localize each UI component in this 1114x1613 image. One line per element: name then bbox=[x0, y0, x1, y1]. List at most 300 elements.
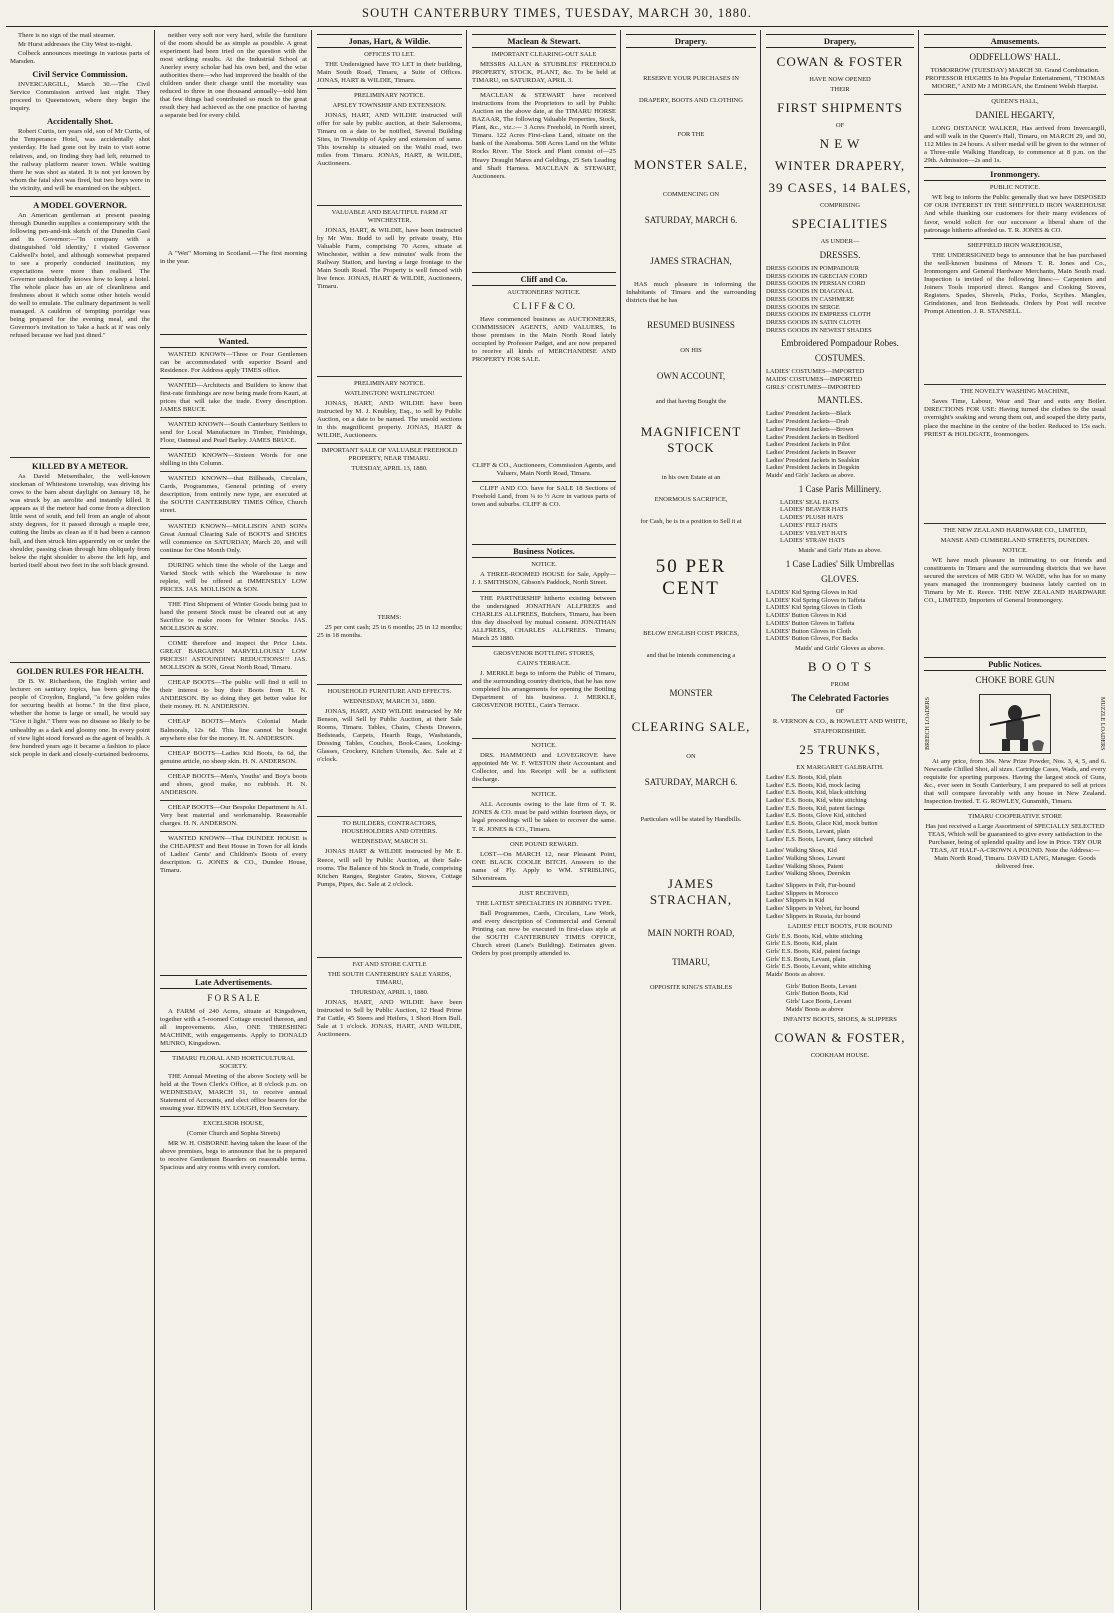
ad-paragraph: Has just received a Large Assortment of SPECIALLY SELECTED TEAS, Which will be guaranteed to give every satisfaction to the Purchaser, being of splendid quality and low in Price. TRY OUR TEAS, AT HALF-A-CROWN A POUND. Note the Address:— Main North Road, Timaru. DAVID LANG, Manager. Goods delivered free. bbox=[925, 822, 1105, 871]
auction-ad: JONAS, HART, AND WILDIE instructed by Mr Benson, will Sell by Public Auction, at their Sale Rooms, Timaru. Tables, Chairs, Chests Drawers, Bedsteads, Carpets, Hearth Rugs, Washstands, Dressing Tables, Couches, Book-Cases, Looking-Glasses, Crockery, Kitchen Utensils, &c. Sale at 2 o'clock. bbox=[317, 707, 462, 764]
ad-display-line: FIRST SHIPMENTS bbox=[777, 100, 903, 115]
ad-paragraph: WE beg to inform the Public generally that we have DISPOSED OF OUR INTEREST IN THE SHEFFIELD IRON WAREHOUSE And while thanking our customers for their many evidences of favor, would solicit for our successor a liberal share of the patronage hitherto afforded us. T. R. JONES & CO. bbox=[924, 194, 1106, 234]
divider bbox=[160, 675, 307, 676]
illegible-text-block bbox=[160, 122, 307, 251]
divider bbox=[317, 443, 462, 444]
business-ad: A THREE-ROOMED HOUSE for Sale, Apply— J. J. SMITHSON, Gibson's Paddock, North Street. bbox=[472, 571, 616, 587]
list-item: Ladies' E.S. Boots, Kid, white stitching bbox=[766, 797, 867, 805]
list-item: LADIES' COSTUMES—IMPORTED bbox=[766, 368, 865, 376]
auction-ad: JONAS HART & WILDIE instructed by Mr E. Reece, will sell by Public Auction, at their Sale-rooms. The Balance of his Stock in Trade, comprising Kitchen Ranges, Register Grates, Stoves, Cottage Pumps, Pipes, &c. Sale at 2 o'clock. bbox=[317, 848, 462, 888]
ad-paragraph: LONG DISTANCE WALKER, Has arrived from Invercargill, and will walk in the Queen's Hall, Timaru, on MARCH 29, and 30, 112 Miles in 24 hours. A silver medal will be given to the winner of a Three-mile Walking Handicap, to commence at 8 p.m. on the 29th. Admission—2s and 1s. bbox=[924, 125, 1106, 165]
ad-line: EX MARGARET GALBRAITH. bbox=[796, 763, 884, 771]
ad-title: IMPORTANT CLEARING-OUT SALE bbox=[491, 51, 597, 58]
business-ad: DRS. HAMMOND and LOVEGROVE have appointed Mr W. F. WESTON their Accountant and Collector, and his Receipt will be a sufficient discharge. bbox=[472, 752, 616, 784]
ad-line: AS UNDER— bbox=[820, 238, 860, 245]
business-ad: CLIFF AND CO. have for SALE 18 Sections of Freehold Land, from ¼ to ½ Acre in various parts of town and suburbs. CLIFF & CO. bbox=[472, 485, 616, 509]
ad-subtitle: MANSE AND CUMBERLAND STREETS, DUNEDIN. bbox=[940, 537, 1090, 545]
divider bbox=[160, 519, 307, 520]
ad-display-line: MAIN NORTH ROAD, bbox=[647, 928, 735, 939]
top-rule bbox=[6, 26, 1108, 27]
ad-display-line: WINTER DRAPERY, bbox=[774, 158, 906, 173]
gun-advert-illustration-row bbox=[924, 690, 1106, 758]
ad-display-line: OWN ACCOUNT, bbox=[656, 371, 726, 382]
list-item: Ladies' Slippers in Felt, Fur-bound bbox=[766, 882, 855, 890]
ad-title: TIMARU FLORAL AND HORTICULTURAL SOCIETY. bbox=[172, 1055, 295, 1071]
list-item: DRESS GOODS IN DIAGONAL bbox=[766, 288, 854, 296]
news-heading: Civil Service Commission. bbox=[32, 69, 128, 80]
side-label: MUZZLE LOADERS bbox=[1099, 696, 1105, 751]
ad-title: NOTICE. bbox=[531, 742, 557, 750]
classified-ad: COME therefore and inspect the Price Lists. GREAT BARGAINS! MARVELLOUSLY LOW PRICES!! ASTOUNDING REDUCTIONS!!! JAS. MOLLISON & SON, Great North Road, Timaru. bbox=[160, 640, 307, 672]
ad-paragraph: HAS much pleasure in informing the Inhabitants of Timaru and the surrounding districts that he has bbox=[626, 281, 756, 305]
classified-ad: THE First Shipment of Winter Goods being just to hand the present Stock must be cleared out at any Sacrifice to make room for Winter Stocks. JAS. MOLLISON & SON. bbox=[160, 600, 307, 633]
divider bbox=[10, 457, 150, 458]
ad-date: THURSDAY, APRIL 1, 1880. bbox=[350, 989, 429, 997]
ad-line: THEIR bbox=[830, 86, 850, 93]
news-paragraph: Dr B. W. Richardson, the English writer and lecturer on sanitary topics, has been giving the people of Croydon, England, "a few golden rules for securing health at home." In the first place, whether the home is large or small, he would say "Give it light." There was no disease so likely to be unhealthy as a dark and gloomy one. In every point of view light stood forward as the agent of health. A few hundred years ago it became a fashion to place sick people in dark and closely-curtained bedrooms. bbox=[10, 678, 150, 758]
ad-title: HOUSEHOLD FURNITURE AND EFFECTS. bbox=[327, 687, 452, 695]
list-item: DRESS GOODS IN NEWEST SHADES bbox=[766, 326, 872, 334]
news-paragraph: A "Wet" Morning in Scotland.—The first morning in the year. bbox=[160, 250, 307, 266]
ad-display-line: N E W bbox=[819, 136, 861, 151]
divider bbox=[160, 378, 307, 379]
ad-line: in his own Estate at an bbox=[661, 474, 721, 482]
news-paragraph: INVERCARGILL, March 30.—The Civil Service Commission arrived last night. They proceed to Queenstown, where they begin the inquiry. bbox=[10, 81, 150, 113]
auction-ad: JONAS, HART, AND WILDIE have been instructed to Sell by Public Auction, 12 Head Prime Fat Cattle, 45 Steers and Heifers, 1 Short Horn Bull. Sale at 1 o'clock. JONAS, HART, AND WILDIE, Auctioneers. bbox=[317, 999, 462, 1039]
illegible-text-block bbox=[10, 571, 150, 660]
list-item: Girls' E.S. Boots, Kid, white stitching bbox=[766, 932, 863, 940]
ad-line: HAVE NOW OPENED bbox=[809, 76, 871, 83]
illegible-text-block bbox=[10, 342, 150, 455]
list-item: Maids' and Girls' Jackets as above. bbox=[766, 472, 855, 480]
divider bbox=[160, 769, 307, 770]
column-jonas-hart-wildie bbox=[313, 30, 466, 1610]
ad-display-line: 25 TRUNKS, bbox=[799, 741, 881, 757]
masthead: SOUTH CANTERBURY TIMES, TUESDAY, MARCH 30, 1880. bbox=[361, 6, 753, 20]
ad-title: IMPORTANT SALE OF VALUABLE FREEHOLD PROPERTY, NEAR TIMARU. bbox=[321, 446, 458, 462]
classified-ad: A FARM of 240 Acres, situate at Kingsdown, together with a 5-roomed Cottage erected thereon, and all improvements. Also, ONE THRESHING MACHINE, with engagements. Apply to DONALD MUNRO, Kingsdown. bbox=[160, 1007, 307, 1047]
ad-line: BELOW ENGLISH COST PRICES, bbox=[643, 630, 739, 638]
ad-title: SHEFFIELD IRON WAREHOUSE, bbox=[967, 241, 1063, 249]
ad-subtitle: CAIN'S TERRACE. bbox=[517, 659, 571, 667]
ad-display-line: MAGNIFICENT STOCK bbox=[640, 424, 742, 456]
ad-line: OPPOSITE KING'S STABLES bbox=[649, 984, 733, 992]
ad-display-line: COWAN & FOSTER, bbox=[774, 1029, 906, 1045]
divider bbox=[160, 746, 307, 747]
list-item: Ladies' E.S. Boots, Kid, patent facings bbox=[766, 804, 865, 812]
news-paragraph: neither very soft nor very hard, while the furniture of the room should be as simple as possible. A great experiment had been tried on the question with the most striking results. At the Industrial School at Anerley every scholar had his own bed, and the wise authorities there—who had improved the health of the children under their charge until the mortality was reduced to three in one thousand annually—told him that few things had contributed so much to the great result they had achieved as the one practice of having a separate bed for every child. bbox=[160, 32, 307, 120]
ad-line: COMPRISING bbox=[819, 202, 861, 209]
ad-line: LADIES' FELT BOOTS, FUR BOUND bbox=[787, 922, 893, 930]
list-item: Girls' E.S. Boots, Levant, white stitching bbox=[766, 963, 871, 971]
list-item: Ladies' President Jackets in Pilot bbox=[766, 441, 850, 449]
divider bbox=[160, 471, 307, 472]
list-item: Ladies' President Jackets in Beaver bbox=[766, 448, 856, 456]
ad-line: OF bbox=[835, 707, 845, 715]
ad-paragraph: WE have much pleasure in intimating to our friends and constituents in Timaru and the surrounding districts that we have secured the services of MR GEO W. WADE, who has for so many years managed the ironmongery business lately carried on in Timaru by Mr E. Reece. THE NEW ZEALAND HARDWARE CO., LIMITED, Importers of General Ironmongery. bbox=[924, 557, 1106, 605]
ad-display-line: SATURDAY, MARCH 6. bbox=[644, 215, 738, 225]
section-heading: Maclean & Stewart. bbox=[472, 34, 616, 48]
classified-ad: DURING which time the whole of the Large and Varied Stock with which the Warehouse is now replete, will be offered at IMMENSELY LOW PRICES. JAS. MOLLISON & SON. bbox=[160, 561, 307, 593]
divider bbox=[160, 1116, 307, 1117]
list-item: DRESS GOODS IN POMPADOUR bbox=[766, 265, 859, 272]
divider bbox=[160, 448, 307, 449]
section-heading: Amusements. bbox=[924, 34, 1106, 48]
ad-display-line: CLEARING SALE, bbox=[631, 719, 751, 735]
list-item: Ladies' E.S. Boots, Kid, mock lacing bbox=[766, 781, 861, 789]
auction-ad: JONAS, HART, AND WILDIE instructed will offer for sale by public auction, at their Salerooms, Timaru on a date to be notified, Several Building Sites, in Township of Apsley and extension of same. This township is situated on the Waihi road, two miles from Timaru. JONAS, HART, & WILDIE, Auctioneers. bbox=[317, 112, 462, 168]
list-item: DRESS GOODS IN GRECIAN CORD bbox=[766, 272, 868, 280]
ad-title: NOTICE. bbox=[1002, 547, 1028, 555]
divider bbox=[317, 957, 462, 958]
ad-title: DANIEL HEGARTY, bbox=[975, 110, 1055, 121]
ad-line: DRAPERY, BOOTS AND CLOTHING bbox=[639, 97, 743, 104]
divider bbox=[160, 1051, 307, 1052]
news-heading: KILLED BY A METEOR. bbox=[31, 461, 129, 472]
ad-date: WEDNESDAY, MARCH 31, 1880. bbox=[343, 697, 436, 705]
list-item: Ladies' E.S. Boots, Glace Kid, mock button bbox=[766, 820, 878, 828]
ad-title: F O R S A L E bbox=[207, 992, 260, 1003]
section-heading: Public Notices. bbox=[924, 657, 1106, 671]
auction-ad: THE Undersigned have TO LET in their building, Main South Road, Timaru, a Suite of Offices. JONAS, HART & WILDIE, Timaru. bbox=[317, 61, 462, 85]
ad-display-line: SATURDAY, MARCH 6. bbox=[644, 777, 738, 788]
list-item: Girls' E.S. Boots, Levant, plain bbox=[766, 955, 846, 963]
classified-ad: CHEAP BOOTS—Men's Colonial Made Balmorals, 12s 6d. This line cannot be bought anywhere else for the money. H. N. ANDERSON. bbox=[160, 718, 307, 742]
news-paragraph: There is no sign of the mail steamer. bbox=[18, 32, 116, 39]
ad-line: FOR THE bbox=[677, 131, 705, 138]
ad-display-line: 50 PER CENT bbox=[655, 556, 727, 600]
ad-display-line: MANTLES. bbox=[817, 395, 863, 406]
section-heading: Business Notices. bbox=[472, 544, 616, 558]
list-item: DRESS GOODS IN CASHMERE bbox=[766, 295, 855, 303]
ad-subtitle: THE SOUTH CANTERBURY SALE YARDS, TIMARU, bbox=[327, 971, 452, 987]
ad-title: WATLINGTON! WATLINGTON! bbox=[344, 389, 435, 397]
list-item: LADIES' Kid Spring Gloves in Cloth bbox=[766, 604, 862, 612]
ad-title: TO BUILDERS, CONTRACTORS, HOUSEHOLDERS AND OTHERS. bbox=[341, 820, 438, 836]
ad-title: JUST RECEIVED, bbox=[518, 889, 570, 897]
list-item: Ladies' Walking Shoes, Levant bbox=[766, 854, 845, 862]
ad-title: EXCELSIOR HOUSE, bbox=[203, 1120, 264, 1128]
ad-line: and that he intends commencing a bbox=[646, 652, 736, 660]
auction-ad: MESSRS ALLAN & STUBBLES' FREEHOLD PROPERTY, STOCK, PLANT, &c. To be held at TIMARU, on SATURDAY, APRIL 3. bbox=[472, 61, 616, 85]
ad-title: PRELIMINARY NOTICE. bbox=[354, 92, 425, 100]
illegible-text-block bbox=[160, 876, 307, 973]
divider bbox=[924, 94, 1106, 95]
news-heading: Accidentally Shot. bbox=[46, 116, 114, 127]
ad-paragraph: Saves Time, Labour, Wear and Tear and suits any Boiler. DIRECTIONS FOR USE: Having turned the clothes to the usual overnight's soaking and wrung them out, and soaped the dirty parts, place the machine in the centre of the boiler. Reduced to 15s each. PRIEST & HOLDGATE, Ironmongers. bbox=[924, 398, 1106, 438]
ad-subtitle: THE LATEST SPECIALTIES IN JOBBING TYPE. bbox=[476, 899, 612, 907]
list-item: Ladies' President Jackets—Black bbox=[766, 410, 851, 418]
ad-title: VALUABLE AND BEAUTIFUL FARM AT WINCHESTER. bbox=[331, 208, 448, 224]
classified-ad: WANTED—Architects and Builders to know that first-rate finishings are now being made from Kauri, at prices that will take the trade. Every description. JAMES BRUCE. bbox=[160, 381, 307, 414]
list-item: Ladies' President Jackets—Drab bbox=[766, 418, 849, 426]
auction-ad: JONAS, HART, AND WILDIE have been instructed by M. J. Knubley, Esq., to sell by Public Auction, on a date to be named. The unsold sections in this magnificent property. JONAS, HART & WILDIE, Auctioneers. bbox=[317, 399, 462, 439]
column-maclean-stewart bbox=[468, 30, 620, 1610]
slippers-list bbox=[766, 882, 914, 921]
ad-line: R. VERNON & CO., & HOWLETT AND WHITE, bbox=[772, 717, 908, 725]
ad-line: COMMENCING ON bbox=[662, 191, 720, 198]
column-wanted bbox=[156, 30, 311, 1610]
divider bbox=[924, 523, 1106, 524]
news-paragraph: Mr Hurst addresses the City West to-night. bbox=[18, 41, 133, 49]
news-heading: A MODEL GOVERNOR. bbox=[33, 199, 127, 210]
section-heading: Ironmongery. bbox=[924, 167, 1106, 181]
news-paragraph: As David Meisenthaler, the well-known stockman of Whitestone township, was driving his cows to the barn about daylight on January 18, he was struck by an aerolite and instantly killed. It appears as if the meteor had come from a direction little west of south, and fell from an angle of about sixty degrees, for it passed through a maple tree, cutting the limbs as clean as if it had been a cannon ball, and then struck him apparently on or under the shoulder, passing clean through him obliquely from below the right shoulder to above the left hip, and buried itself about two feet in the soft black ground. bbox=[10, 473, 150, 569]
mantles-list bbox=[766, 410, 914, 479]
illegible-text-block bbox=[924, 606, 1106, 654]
classified-ad: CHEAP BOOTS—Ladies Kid Boots, 6s 6d, the genuine article, no sheep skin. H. N. ANDERSON. bbox=[160, 749, 307, 765]
dress-goods-list bbox=[766, 265, 914, 334]
ad-display-line: DRESSES. bbox=[819, 250, 861, 260]
news-paragraph: Colbeck announces meetings in various parts of Marsden. bbox=[10, 50, 150, 66]
classified-ad: WANTED KNOWN—Sixteen Words for one shilling in this Column. bbox=[160, 452, 307, 468]
list-item: Ladies' E.S. Boots, Levant, fancy stitched bbox=[766, 835, 873, 843]
illegible-text-block bbox=[924, 440, 1106, 520]
ad-date: TUESDAY, APRIL 13, 1880. bbox=[351, 464, 428, 472]
ad-title: THE NOVELTY WASHING MACHINE, bbox=[960, 388, 1070, 396]
ad-title: CHOKE BORE GUN bbox=[975, 674, 1055, 685]
firm-name: C L I F F & C O. bbox=[513, 301, 575, 312]
classified-ad: WANTED KNOWN—That DUNDEE HOUSE is the CHEAPEST and Best House in Town for all kinds of Ladies' Gents' and Children's Boots of every description. G. JONES & CO., Dundee House, Timaru. bbox=[160, 834, 307, 875]
shoes-list bbox=[766, 847, 914, 878]
list-item: LADIES' Kid Spring Gloves in Taffeta bbox=[766, 596, 866, 604]
classified-ad: CHEAP BOOTS—Men's, Youths' and Boy's boots and shoes, good make, no rubbish. H. N. ANDERSON. bbox=[160, 772, 307, 796]
classified-ad: WANTED KNOWN—South Canterbury Settlers to send for Local Manufacture in Timber, Finishings, Floor, Oatmeal and Pearl Barley. JAMES BRUCE. bbox=[160, 421, 307, 445]
list-item: DRESS GOODS IN SATIN CLOTH bbox=[766, 318, 861, 326]
list-item: Ladies' Slippers in Velvet, fur bound bbox=[766, 905, 860, 913]
hats-list bbox=[766, 499, 914, 545]
illegible-text-block bbox=[317, 641, 462, 681]
list-item: Ladies' President Jackets in Dogskin bbox=[766, 464, 860, 472]
list-item: LADIES' STRAW HATS bbox=[780, 537, 845, 545]
divider bbox=[317, 88, 462, 89]
divider bbox=[472, 837, 616, 838]
ad-line: ON HIS bbox=[680, 347, 702, 355]
ad-display-line: 1 Case Ladies' Silk Umbrellas bbox=[785, 558, 895, 569]
firm-signature: CLIFF & CO., Auctioneers, Commission Agents, and Valuers, Main North Road, Timaru. bbox=[472, 462, 616, 478]
classified-ad: WANTED KNOWN—Three or Four Gentlemen can be accommodated with superior Board and Residence. For Address apply TIMES office. bbox=[160, 350, 307, 374]
ad-display-line: B O O T S bbox=[807, 658, 873, 674]
illegible-text-block bbox=[317, 890, 462, 954]
list-item: Girls' Button Boots, Levant bbox=[786, 982, 857, 990]
ad-title: THE NEW ZEALAND HARDWARE CO., LIMITED, bbox=[943, 527, 1087, 535]
auction-ad: 25 per cent cash; 25 in 6 months; 25 in 12 months; 25 in 18 months. bbox=[317, 623, 462, 639]
ad-title: APSLEY TOWNSHIP AND EXTENSION. bbox=[332, 102, 447, 110]
divider bbox=[317, 816, 462, 817]
illegible-text-block bbox=[317, 292, 462, 372]
ad-display-line: The Celebrated Factories bbox=[791, 692, 889, 703]
list-item: Ladies' E.S. Boots, Levant, plain bbox=[766, 827, 850, 835]
ad-display-line: JAMES STRACHAN, bbox=[649, 876, 733, 908]
divider bbox=[160, 714, 307, 715]
side-label: BREECH LOADERS bbox=[925, 697, 931, 751]
divider bbox=[10, 662, 150, 663]
ad-display-line: SPECIALITIES bbox=[791, 216, 889, 231]
girls-boots-list bbox=[766, 933, 914, 979]
illegible-text-block bbox=[924, 317, 1106, 381]
ad-display-line: MONSTER SALE, bbox=[633, 157, 749, 172]
ad-line: FROM bbox=[830, 680, 850, 688]
divider bbox=[472, 88, 616, 89]
divider bbox=[160, 417, 307, 418]
ad-line: COOKHAM HOUSE. bbox=[810, 1051, 870, 1059]
column-drapery-cowan-foster bbox=[762, 30, 918, 1610]
illegible-text-block bbox=[317, 475, 462, 612]
ad-display-line: 1 Case Paris Millinery. bbox=[798, 483, 882, 494]
illegible-text-block bbox=[472, 365, 616, 462]
list-item: Girls' E.S. Boots, Kid, patent facings bbox=[766, 947, 861, 955]
illegible-text-block bbox=[317, 765, 462, 813]
ad-line: RESERVE YOUR PURCHASES IN bbox=[643, 75, 739, 82]
classified-ad: CHEAP BOOTS—The public will find it still to their interest to buy their Boots from H. N. ANDERSON. By so doing they get better value for their money. H. N. ANDERSON. bbox=[160, 679, 307, 711]
ad-display-line: COWAN & FOSTER bbox=[776, 54, 904, 69]
ad-title: AUCTIONEERS' NOTICE. bbox=[507, 289, 581, 297]
list-item: LADIES' PLUSH HATS bbox=[780, 514, 844, 522]
list-item: LADIES' VELVET HATS bbox=[780, 529, 848, 537]
illegible-text-block bbox=[472, 182, 616, 271]
ad-display-line: JAMES STRACHAN, bbox=[650, 256, 732, 266]
list-item: DRESS GOODS IN PERSIAN CORD bbox=[766, 280, 866, 288]
ad-display-line: MONSTER bbox=[669, 688, 713, 699]
column-drapery-strachan bbox=[622, 30, 760, 1610]
list-item: LADIES' Button Gloves, For Backs bbox=[766, 635, 858, 643]
ad-date: WEDNESDAY, MARCH 31. bbox=[351, 838, 428, 846]
ad-line: INFANTS' BOOTS, SHOES, & SLIPPERS bbox=[783, 1015, 897, 1023]
ad-title: TIMARU COOPERATIVE STORE bbox=[968, 812, 1062, 820]
ad-display-line: 39 CASES, 14 BALES, bbox=[768, 180, 912, 195]
list-item: Ladies' Walking Shoes, Deerskin bbox=[766, 870, 851, 878]
ad-line: ON bbox=[686, 753, 696, 761]
list-item: Ladies' Slippers in Kid bbox=[766, 897, 825, 905]
list-item: Maids' Boots as above. bbox=[766, 971, 826, 979]
list-item: Girls' Button Boots, Kid bbox=[786, 990, 849, 998]
business-ad: THE PARTNERSHIP hitherto existing between the undersigned JONATHAN ALLFREES and CHARLES ALLFREES, Butchers, Timaru, has been this day dissolved by mutual consent. JONATHAN ALLFREES, CHARLES ALLFREES. Timaru, March 25 1880. bbox=[472, 594, 616, 642]
list-item: LADIES' SEAL HATS bbox=[780, 498, 839, 506]
divider bbox=[317, 205, 462, 206]
list-item: Girls' Lace Boots, Levant bbox=[786, 998, 852, 1006]
ad-line: Maids' and Girls' Gloves as above. bbox=[794, 644, 886, 652]
list-item: LADIES' Kid Spring Gloves in Kid bbox=[766, 588, 858, 596]
divider bbox=[472, 787, 616, 788]
list-item: Ladies' E.S. Boots, Kid, plain bbox=[766, 773, 842, 781]
divider bbox=[924, 809, 1106, 810]
list-item: MAIDS' COSTUMES—IMPORTED bbox=[766, 376, 863, 384]
divider bbox=[472, 886, 616, 887]
classified-ad: THE Annual Meeting of the above Society will be held at the Town Clerk's Office, at 8 o'clock p.m. on WEDNESDAY, MARCH 31, to receive annual Statement of Accounts, and elect office bearers for the ensuing year. EDWIN HY. LOUGH, Hon Secretary. bbox=[160, 1073, 307, 1113]
section-heading: Wanted. bbox=[160, 334, 307, 348]
divider bbox=[160, 636, 307, 637]
business-ad: J. MERKLE begs to inform the Public of Timaru, and the surrounding country districts, that he has now completed his arrangements for opening the Bottling Department of his business. J. MERKLE, GROSVENOR HOTEL, Cain's Terrace. bbox=[472, 669, 616, 709]
section-heading: Drapery. bbox=[626, 34, 756, 48]
news-paragraph: Robert Curtis, ten years old, son of Mr Curtis, of the Temperance Hotel, was accidentally shot yesterday. He had gone out by train to visit some relatives, and, on finding they had left, returned to the railway platform nearer town. While waiting there he was shot as stated. It is not yet known by whom the fatal shot was fired, but two boys were in the vicinity, and will be examined on the subject. bbox=[10, 128, 150, 192]
gloves-list bbox=[766, 589, 914, 643]
business-ad: LOST—On MARCH 12, near Pleasant Point, ONE BLACK COOLIE BITCH. Answers to the name of Fly. Apply to WM. STRIBLING, Silverstream. bbox=[472, 850, 616, 882]
ad-title: QUEEN'S HALL, bbox=[991, 98, 1039, 106]
ad-line: Particulars will be stated by Handbills. bbox=[640, 816, 742, 824]
classified-ad: WANTED KNOWN—that Billheads, Circulars, Cards, Programmes, General printing of every description, from entirely new type, are executed at the SOUTH CANTERBURY TIMES Office, Church street. bbox=[160, 475, 307, 515]
list-item: DRESS GOODS IN EMPRESS CLOTH bbox=[766, 311, 871, 319]
divider bbox=[10, 196, 150, 197]
ad-title: GROSVENOR BOTTLING STORES, bbox=[493, 649, 595, 657]
business-ad: ALL Accounts owing to the late firm of T. R. JONES & CO. must be paid within fourteen days, or legal proceedings will be taken to recover the same. T. R. JONES & CO., Timaru. bbox=[472, 801, 616, 833]
divider bbox=[472, 646, 616, 647]
divider bbox=[160, 597, 307, 598]
illegible-text-block bbox=[160, 267, 307, 331]
ad-paragraph: THE UNDERSIGNED begs to announce that he has purchased the well-known business of Messrs T. R. Jones and Co., Ironmongers and General Hardware Merchants, Main South road. Inspection is invited of the following lines:— Carpenters and Joiners Tools imported direct. Ranges and Cooking Stoves, Registers. Spades, Shovels, Picks, Forks, Scythes. Mangles, Grindstones, and Iron Bedsteads. Orders by Post will receive Prompt Attention. J. R. STANSELL. bbox=[924, 251, 1106, 315]
section-heading: Drapery, bbox=[766, 34, 914, 48]
classified-ad: CHEAP BOOTS—Our Bespoke Department is A1. Very best material and workmanship. Reasonable charges. H. N. ANDERSON. bbox=[160, 803, 307, 827]
divider bbox=[472, 591, 616, 592]
illegible-text-block bbox=[472, 510, 616, 542]
ad-title: PRELIMINARY NOTICE. bbox=[354, 379, 425, 387]
ad-paragraph: TOMORROW (TUESDAY) MARCH 30. Grand Combination. PROFESSOR HUGHES In his Popular Entertainment, "THOMAS MOORE," AND Mr J MORGAN, the Eminent Welsh Harpist. bbox=[925, 67, 1105, 91]
list-item: Ladies' Slippers in Russia, fur bound bbox=[766, 912, 861, 920]
list-item: Ladies' E.S. Boots, Glove Kid, stitched bbox=[766, 812, 867, 820]
auction-ad: JONAS, HART, & WILDIE, have been instructed by Mr Wm. Budd to sell by private treaty, His Valuable Farm, comprising 70 Acres, situate at Winchester, within a few minutes' walk from the Railway Station, and having a large frontage to the Main South Road. The Property is well fenced with live fence. JONAS, HART & WILDIE, Auctioneers, Timaru. bbox=[317, 226, 462, 290]
section-heading: Jonas, Hart, & Wildie. bbox=[317, 34, 462, 48]
column-news bbox=[6, 30, 154, 1610]
divider bbox=[924, 238, 1106, 239]
ad-title: OFFICES TO LET. bbox=[364, 51, 415, 58]
ad-display-line: TIMARU, bbox=[672, 957, 710, 968]
divider bbox=[472, 738, 616, 739]
business-ad: Ball Programmes, Cards, Circulars, Law Work, and every description of Commercial and General Printing can now be executed in first-class style at the SOUTH CANTERBURY TIMES OFFICE, Church street (Lane's Building). Estimates given. Orders by post promptly attended to. bbox=[472, 909, 616, 957]
section-heading: Late Advertisements. bbox=[160, 975, 307, 989]
list-item: Ladies' Walking Shoes, Kid bbox=[766, 847, 837, 855]
list-item: Ladies' President Jackets in Sealskin bbox=[766, 456, 860, 464]
list-item: GIRLS' COSTUMES—IMPORTED bbox=[766, 383, 860, 391]
list-item: Maids' Boots as above bbox=[786, 1005, 844, 1013]
ad-title: NOTICE. bbox=[531, 791, 557, 799]
list-item: Ladies' E.S. Boots, Kid, black stitching bbox=[766, 789, 867, 797]
list-item: Ladies' Walking Shoes, Patent bbox=[766, 862, 844, 870]
illegible-text-block bbox=[317, 169, 462, 201]
ad-line: Maids' and Girls' Hats as above. bbox=[798, 546, 882, 554]
ad-display-line: COSTUMES. bbox=[814, 353, 866, 364]
illegible-text-block bbox=[472, 711, 616, 735]
classified-ad: WANTED KNOWN—MOLLISON AND SON's Great Annual Clearing Sale of BOOTS and SHOES will commence on SATURDAY, March 20, and will continue for One Month Only. bbox=[160, 522, 307, 554]
business-ad: Have commenced business as AUCTIONEERS, COMMISSION AGENTS, AND VALUERS, In those premises in the Main North Road lately occupied by Professor Padget, and are now prepared to receive all kinds of MERCHANDISE AND PROPERTY FOR SALE. bbox=[472, 316, 616, 364]
divider bbox=[472, 481, 616, 482]
column-amusements-ironmongery bbox=[920, 30, 1110, 1610]
list-item: Ladies' President Jackets—Brown bbox=[766, 425, 854, 433]
ad-title: PUBLIC NOTICE. bbox=[989, 184, 1041, 192]
divider bbox=[160, 831, 307, 832]
divider bbox=[317, 376, 462, 377]
divider bbox=[317, 684, 462, 685]
list-item: Girls' E.S. Boots, Kid, plain bbox=[766, 940, 838, 948]
classified-ad: MR W. H. OSBORNE having taken the lease of the above premises, begs to announce that he is prepared to receive Gentlemen Boarders on reasonable terms. Spacious and airy rooms with every comfort. bbox=[160, 1140, 307, 1172]
divider bbox=[160, 800, 307, 801]
list-item: LADIES' Button Gloves in Kid bbox=[766, 612, 847, 620]
boots-list bbox=[766, 774, 914, 843]
list-item: LADIES' Button Gloves in Taffeta bbox=[766, 619, 855, 627]
list-item: LADIES' Button Gloves in Cloth bbox=[766, 627, 851, 635]
divider bbox=[924, 384, 1106, 385]
ad-paragraph: At any price, from 30s. New Prize Powder, Nos. 3, 4, 5, and 6. Newcastle Chilled Shot, all sizes. Cartridge Cases, Wads, and every requisite for sporting purposes. Having the largest stock of Guns, &c., ever seen in South Canterbury, I am prepared to sell at prices that will compare favorably with any house in New Zealand. Inspection Invited. T. G. ROWLEY, Gunsmith, Timaru. bbox=[924, 757, 1106, 805]
ad-line: and that having Bought the bbox=[655, 398, 727, 406]
news-heading: GOLDEN RULES FOR HEALTH. bbox=[16, 666, 144, 677]
ad-line: ENORMOUS SACRIFICE, bbox=[654, 496, 728, 504]
button-boots-list bbox=[766, 983, 914, 1014]
list-item: DRESS GOODS IN SERGE bbox=[766, 303, 840, 311]
ad-line: for Cash, he is in a position to Sell it at bbox=[640, 518, 742, 526]
divider bbox=[160, 558, 307, 559]
ad-title: ODDFELLOWS' HALL. bbox=[969, 52, 1061, 62]
news-paragraph: An American gentleman at present passing through Dunedin supplies a contemporary with the following pen-and-ink sketch of the Dunedin Gaol and its Governor:—"In company with a distinguished 'old identity,' I visited Governor Caldwell's hotel, and although somewhat prepared to see a properly conducted institution, my expectations were more than realised. The Governor undoubtedly knows how to keep a hotel. The whole place has an air of cleanliness and freshness about it which some other hotels would do well to emulate. The culinary department is well managed. A cauldron of tempting porridge was being prepared for the evening meal, and the Governor's invitation to 'take a hack at it' was only refused because we had just dined." bbox=[10, 211, 150, 340]
ad-line: OF bbox=[835, 122, 845, 129]
auction-ad: MACLEAN & STEWART have received instructions from the Proprietors to sell by Public Auction on the above date, at the TIMARU HORSE BAZAAR, The following Valuable Properties, Stock, Plant, &c., viz.:— 3 Acres Freehold, in North street, Timaru. 122 Acres First-class Land, situate on the bank of the Areaboma. 508 Acres Land on the White Rocks River. The Stock and Plant consist of—25 Heavy Draught Mares and Geldings, 25 Sets Leading and Shaft Harness. MACLEAN & STEWART, Auctioneers. bbox=[472, 92, 616, 180]
